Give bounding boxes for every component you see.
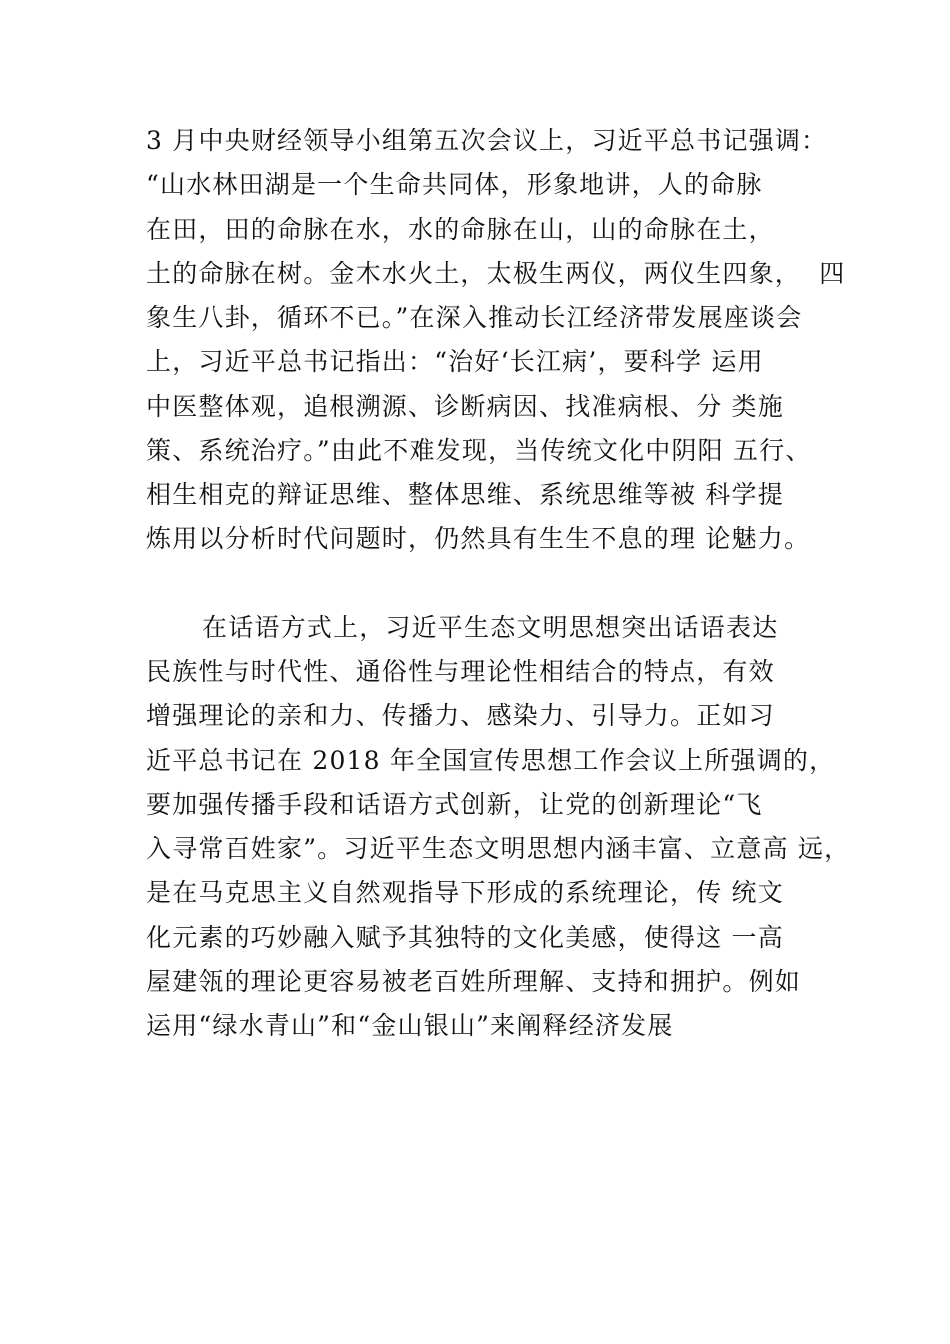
text-line: 民族性与时代性、通俗性与理论性相结合的特点，有效: [146, 657, 775, 686]
text-line: 象生八卦，循环不已。”在深入推动长江经济带发展座谈会: [146, 303, 803, 332]
text-line: 近平总书记在 2018 年全国宣传思想工作会议上所强调的，: [146, 746, 836, 775]
text-line: “山水林田湖是一个生命共同体，形象地讲，人的命脉: [146, 170, 763, 199]
text-line: 入寻常百姓家”。习近平生态文明思想内涵丰富、立意高 远，: [146, 834, 851, 863]
text-line: 策、系统治疗。”由此不难发现，当传统文化中阴阳 五行、: [146, 436, 812, 465]
text-line: 屋建瓴的理论更容易被老百姓所理解、支持和拥护。例如: [146, 967, 802, 996]
text-line: 增强理论的亲和力、传播力、感染力、引导力。正如习: [146, 701, 775, 730]
text-line: 运用“绿水青山”和“金山银山”来阐释经济发展: [146, 1011, 674, 1040]
text-line: 3 月中央财经领导小组第五次会议上，习近平总书记强调：: [146, 126, 828, 155]
text-line: 上，习近平总书记指出：“治好‘长江病’，要科学 运用: [146, 347, 764, 376]
text-line: 化元素的巧妙融入赋予其独特的文化美感，使得这 一高: [146, 923, 784, 952]
text-line: 炼用以分析时代问题时，仍然具有生生不息的理 论魅力。: [146, 524, 811, 553]
text-line: 在话语方式上，习近平生态文明思想突出话语表达: [202, 613, 779, 642]
text-line: 相生相克的辩证思维、整体思维、系统思维等被 科学提: [146, 480, 784, 509]
text-line: 在田，田的命脉在水，水的命脉在山，山的命脉在土，: [146, 215, 775, 244]
text-line: 要加强传播手段和话语方式创新，让党的创新理论“飞: [146, 790, 763, 819]
text-line: 土的命脉在树。金木水火土，太极生两仪，两仪生四象， 四: [146, 259, 846, 288]
text-line: 中医整体观，追根溯源、诊断病因、找准病根、分 类施: [146, 392, 784, 421]
text-line: 是在马克思主义自然观指导下形成的系统理论，传 统文: [146, 878, 784, 907]
